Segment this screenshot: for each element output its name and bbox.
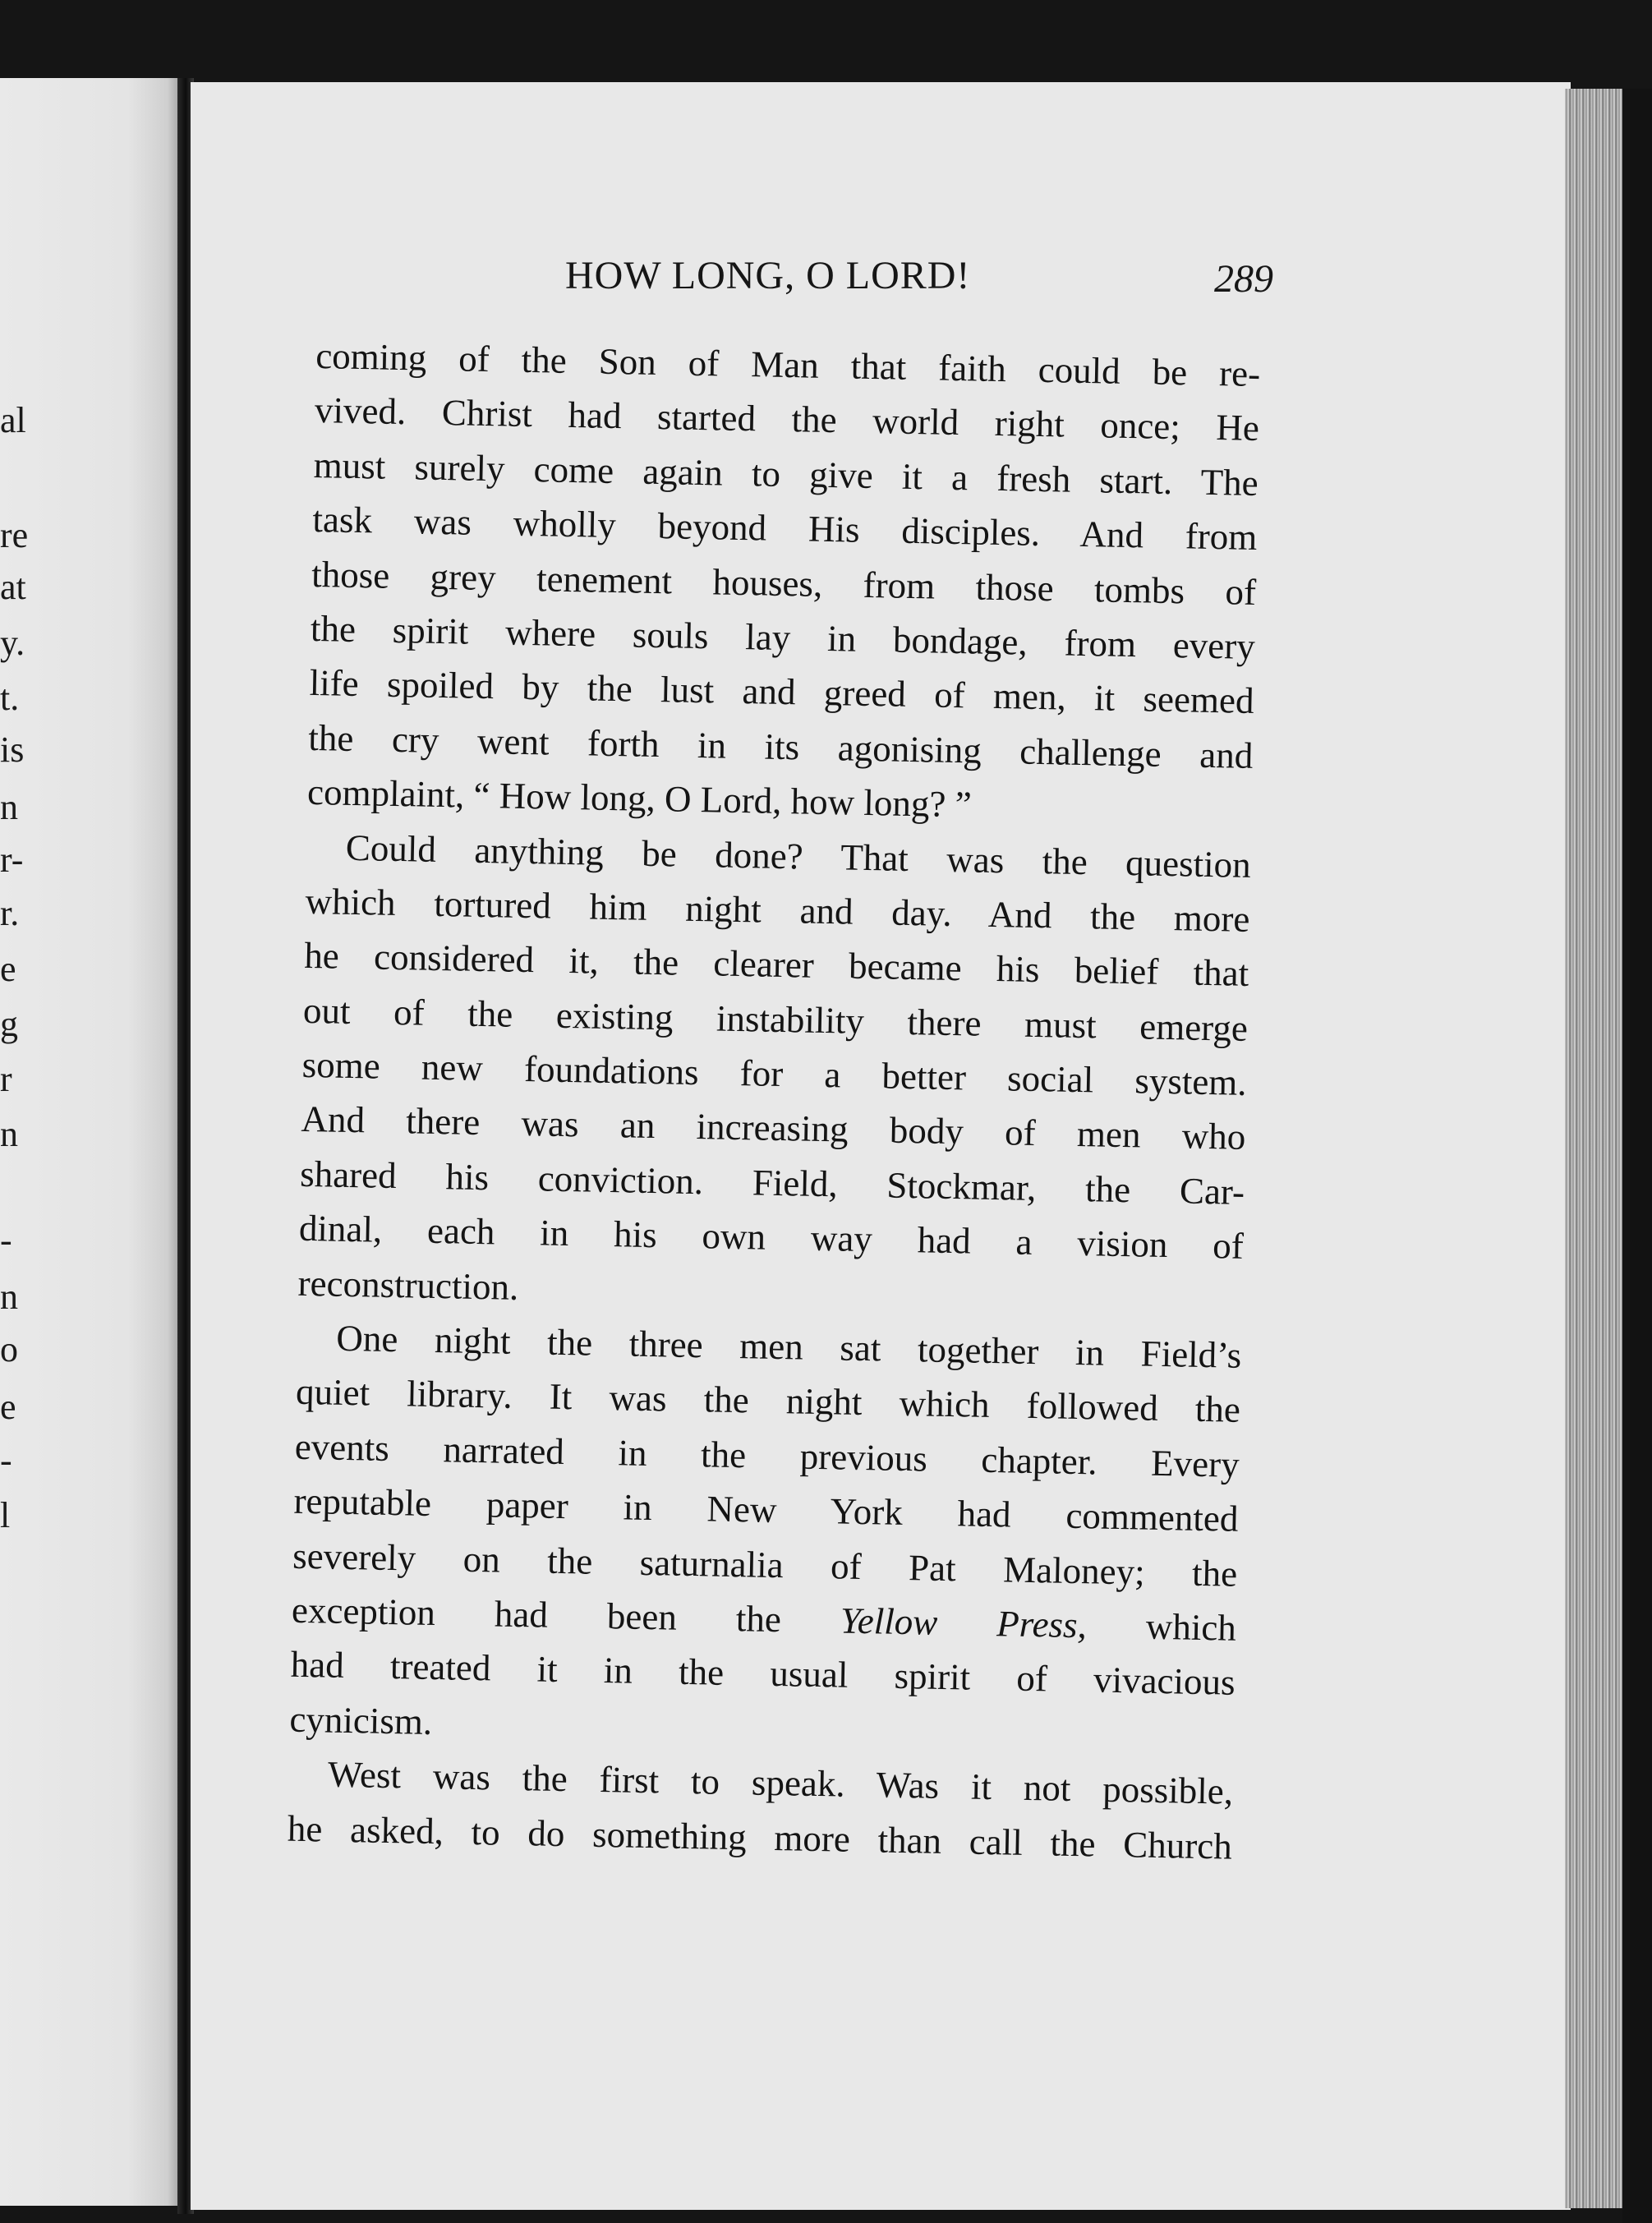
text-line: out of the existing instability there must emerge [302,989,1249,1049]
text-line: Could anything be done? That was the question [345,826,1252,886]
text-line: reputable paper in New York had commented [293,1480,1239,1540]
running-header [460,253,1273,302]
left-page-fragment: n [0,787,18,827]
previous-page [0,78,182,2206]
text-line: which tortured him night and day. And the more [305,880,1250,940]
left-page-fragment: n [0,1114,18,1154]
page-number: 289 [1214,257,1273,301]
text-line: had treated it in the usual spirit of vivacious [290,1644,1236,1704]
text-line: West was the first to speak. Was it not possible, [327,1753,1234,1812]
left-page-fragment: n [0,1277,18,1317]
left-page-fragment: o [0,1329,18,1369]
text-line: dinal, each in his own way had a vision of [298,1208,1245,1268]
text-line: cynicism. [289,1698,433,1742]
text-fragment: exception had been the [291,1589,841,1641]
text-line: task was wholly beyond His disciples. And from [312,499,1258,559]
text-line: the cry went forth in its agonising challenge and [307,716,1254,776]
left-page-fragment: g [0,1004,18,1044]
text-line: And there was an increasing body of men who [301,1098,1246,1158]
left-page-fragment: re [0,515,29,555]
text-line: he asked, to do something more than call the Church [287,1807,1233,1867]
left-page-fragment: t. [0,678,20,718]
text-line: vived. Christ had started the world right once; He [314,389,1260,449]
left-page-fragment: y. [0,623,25,663]
text-line: events narrated in the previous chapter. Every [294,1425,1240,1485]
text-line: those grey tenement houses, from those tombs of [311,553,1257,613]
text-line: One night the three men sat together in Field’s [335,1317,1242,1376]
text-fragment: which [1086,1604,1237,1649]
text-line: must surely come again to give it a fresh start. The [313,444,1259,504]
left-page-fragment: l [0,1495,11,1535]
text-line: coming of the Son of Man that faith could be re- [315,334,1261,395]
italic-title: Yellow Press, [840,1599,1088,1646]
left-page-fragment: e [0,1387,16,1427]
text-line: complaint, “ How long, O Lord, how long? ” [306,771,973,826]
text-line: severely on the saturnalia of Pat Maloney; the [292,1535,1238,1595]
text-line: some new foundations for a better social system. [301,1043,1248,1103]
left-page-fragment: at [0,567,26,607]
text-line: reconstruction. [297,1262,519,1308]
left-page-fragment: e [0,949,16,989]
text-line: shared his conviction. Field, Stockmar, the Car- [299,1153,1245,1213]
left-page-fragment: - [0,1220,12,1260]
body-text [287,329,1260,1874]
left-page-fragment: - [0,1440,12,1480]
text-line: he considered it, the clearer became his belief that [303,935,1249,995]
running-title: HOW LONG, O LORD! [565,254,971,297]
page-edges [1565,89,1622,2208]
left-page-fragment: al [0,400,26,440]
text-line: life spoiled by the lust and greed of men, it seemed [309,662,1254,722]
left-page-fragment: r. [0,893,20,933]
text-line: quiet library. It was the night which followed the [295,1371,1241,1431]
text-line: the spirit where souls lay in bondage, from every [310,607,1256,667]
page-edge-shadow [1622,89,1652,2223]
left-page-fragment: is [0,729,25,770]
left-page-fragment: r [0,1059,12,1099]
left-page-fragment: r- [0,840,24,880]
